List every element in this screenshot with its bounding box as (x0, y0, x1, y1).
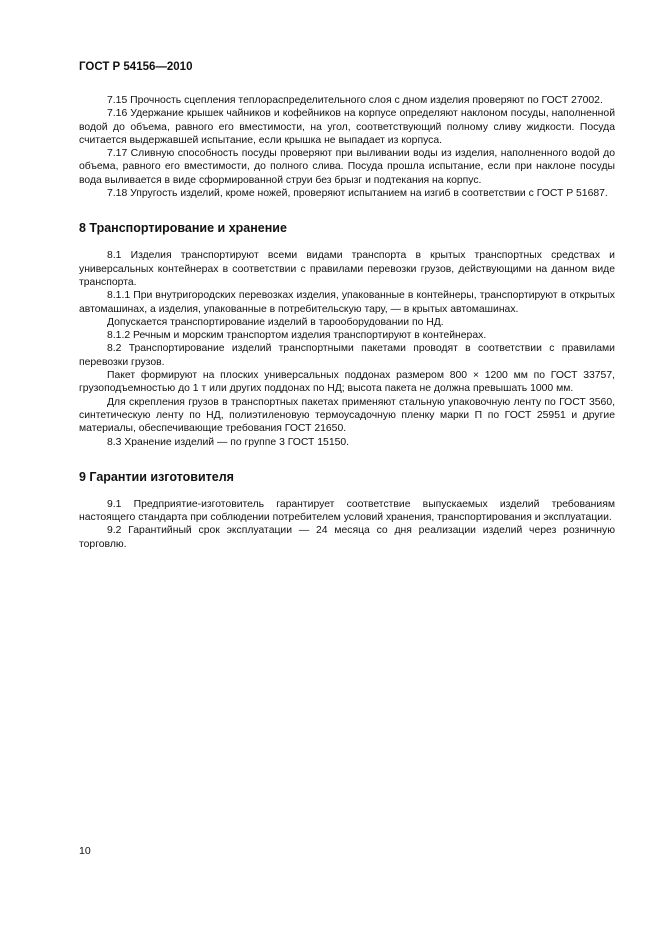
document-code-header: ГОСТ Р 54156—2010 (79, 61, 193, 73)
paragraph-9-2: 9.2 Гарантийный срок эксплуатации — 24 месяца со дня реализации изделий через розничную торговлю. (79, 525, 615, 550)
paragraph-8-1-2: 8.1.2 Речным и морским транспортом изделия транспортируют в контейнерах. (107, 330, 487, 342)
page-number: 10 (79, 845, 91, 857)
section-9-heading: 9 Гарантии изготовителя (79, 469, 234, 484)
paragraph-fastening: Для скрепления грузов в транспортных пакетах применяют стальную упаковочную ленту по ГОСТ 3560, синтетическую ленту по НД, полиэтиленовую термоусадочную пленку марки П по ГОСТ 25951 и другие материалы, обеспечивающие требования ГОСТ 21650. (79, 396, 615, 435)
section-8-heading: 8 Транспортирование и хранение (79, 221, 287, 236)
paragraph-8-2: 8.2 Транспортирование изделий транспортными пакетами проводят в соответствии с правилами перевозки грузов. (79, 343, 615, 368)
paragraph-9-1: 9.1 Предприятие-изготовитель гарантирует соответствие выпускаемых изделий требованиям настоящего стандарта при соблюдении потребителем условий хранения, транспортирования и эксплуатации. (79, 498, 615, 524)
paragraph-tara: Допускается транспортирование изделий в тарооборудовании по НД. (107, 316, 444, 328)
paragraph-7-15: 7.15 Прочность сцепления теплораспределительного слоя с дном изделия проверяют по ГОСТ 27002. (107, 95, 603, 106)
document-body (79, 94, 615, 551)
paragraph-7-18: 7.18 Упругость изделий, кроме ножей, проверяют испытанием на изгиб в соответствии с ГОСТ Р 51687. (107, 188, 608, 200)
paragraph-8-1: 8.1 Изделия транспортируют всеми видами транспорта в крытых транспортных средствах и универсальных контейнерах в соответствии с правилами перевозки грузов, действующими на данном виде транспорта. (79, 250, 615, 288)
paragraph-7-16: 7.16 Удержание крышек чайников и кофейников на корпусе определяют наклоном посуды, наполненной водой до объема, равного его вместимости, на угол, соответствующий полному сливу жидкости. Посуда считается выдержавшей испытание, если крышка не выпадает из корпуса. (79, 108, 615, 146)
paragraph-8-3: 8.3 Хранение изделий — по группе 3 ГОСТ 15150. (107, 436, 350, 448)
paragraph-8-1-1: 8.1.1 При внутригородских перевозках изделия, упакованные в контейнеры, транспортируют в открытых автомашинах, а изделия, упакованные в потребительскую тару, — в крытых автомашинах. (79, 290, 615, 315)
paragraph-packet: Пакет формируют на плоских универсальных поддонах размером 800 × 1200 мм по ГОСТ 33757, грузоподъемностью до 1 т или других поддонах по НД; высота пакета не должна превышать 1000 мм. (79, 370, 615, 395)
paragraph-7-17: 7.17 Сливную способность посуды проверяют при выливании воды из изделия, наполненного водой до объема, равного его вместимости, до полного слива. Посуда прошла испытание, если при наклоне посуды вода выливается в виде сформированной струи без брызг и подтекания на корпус. (79, 148, 615, 186)
